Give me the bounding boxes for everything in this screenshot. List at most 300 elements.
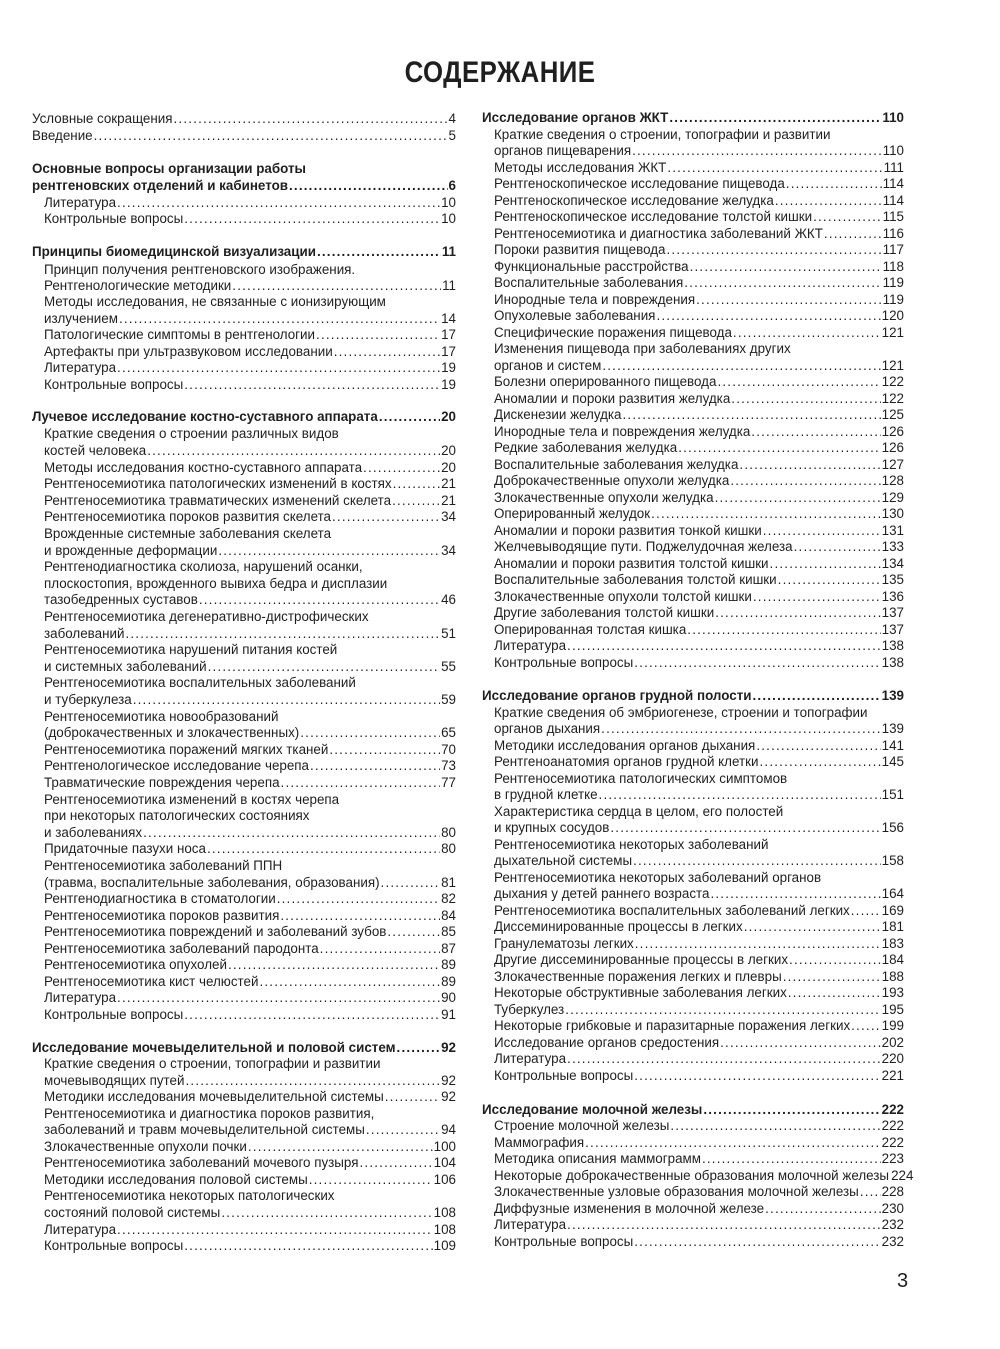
toc-entry-title: Рентгеносемиотика заболеваний пародонта [44, 941, 319, 956]
toc-page-number: 121 [881, 325, 904, 340]
toc-dot-leader [599, 787, 881, 803]
toc-page-number: 126 [881, 424, 904, 439]
toc-entry [482, 176, 904, 192]
toc-entry [482, 374, 904, 390]
toc-entry [32, 609, 456, 625]
toc-entry-title: Методика описания маммограмм [494, 1151, 701, 1166]
toc-entry-title: Рентгеносемиотика некоторых патологических [44, 1188, 335, 1203]
toc-dot-leader [710, 886, 880, 902]
toc-entry [482, 1201, 904, 1217]
toc-dot-leader [117, 195, 440, 211]
toc-page-number: 59 [441, 692, 456, 707]
toc-page-number: 151 [881, 787, 904, 802]
toc-entry-title: органов дыхания [494, 721, 601, 736]
toc-dot-leader [125, 626, 440, 642]
toc-entry-title: Аномалии и пороки развития тонкой кишки [494, 523, 762, 538]
toc-page-number: 11 [441, 244, 456, 259]
toc-dot-leader [185, 1073, 440, 1089]
toc-entry [32, 509, 456, 525]
toc-page-number: 34 [441, 543, 456, 558]
toc-page-number: 121 [881, 358, 904, 373]
toc-entry-title: Рентгеносемиотика травматических изменений скелета [44, 493, 392, 508]
page-title: СОДЕРЖАНИЕ [404, 56, 596, 89]
toc-dot-leader [94, 128, 448, 144]
toc-entry [482, 490, 904, 506]
toc-dot-leader [756, 738, 880, 754]
toc-entry [482, 523, 904, 539]
toc-dot-leader [119, 311, 440, 327]
toc-entry-title: Артефакты при ультразвуковом исследовании [44, 344, 333, 359]
toc-page-number: 181 [881, 919, 904, 934]
toc-page-number: 19 [441, 377, 456, 392]
toc-entry-title: Литература [44, 990, 117, 1005]
toc-entry-title: Злокачественные поражения легких и плевры [494, 969, 782, 984]
toc-entry [482, 341, 904, 357]
toc-entry [482, 1135, 904, 1151]
toc-entry-title: Воспалительные заболевания толстой кишки [494, 572, 777, 587]
toc-entry [32, 460, 456, 476]
toc-entry [482, 1234, 904, 1250]
toc-page-number: 183 [881, 936, 904, 951]
toc-entry [32, 941, 456, 957]
toc-dot-leader [184, 211, 440, 227]
toc-dot-leader [634, 655, 880, 671]
toc-entry-title: и системных заболеваний [44, 659, 207, 674]
toc-entry [32, 792, 456, 808]
toc-entry-title: и туберкулеза [44, 692, 132, 707]
toc-entry [32, 1222, 456, 1238]
toc-entry-title: Рентгеносемиотика изменений в костях черепа [44, 792, 340, 807]
toc-entry-title: Гранулематозы легких [494, 936, 634, 951]
toc-page-number: 92 [441, 1073, 456, 1088]
toc-dot-leader [667, 242, 882, 258]
toc-entry [482, 738, 904, 754]
toc-entry [482, 605, 904, 621]
toc-entry-title: Характеристика сердца в целом, его полостей [494, 804, 784, 819]
toc-page-number: 221 [881, 1068, 904, 1083]
toc-entry [32, 725, 456, 741]
toc-entry-title: Контрольные вопросы [44, 1238, 184, 1253]
toc-dot-leader [687, 622, 880, 638]
toc-dot-leader [381, 875, 441, 891]
toc-dot-leader [147, 443, 440, 459]
toc-entry-title: Рентгенологические методики [44, 278, 232, 293]
toc-page-number: 90 [441, 990, 456, 1005]
toc-section-heading [32, 244, 456, 260]
toc-page-number: 127 [881, 457, 904, 472]
toc-page-number: 81 [441, 875, 456, 890]
toc-entry-title: Лучевое исследование костно-суставного аппарата [32, 409, 378, 424]
toc-page-number: 125 [881, 407, 904, 422]
toc-entry-title: (доброкачественных и злокачественных) [44, 725, 300, 740]
toc-entry [32, 858, 456, 874]
toc-section-heading [482, 688, 904, 704]
toc-entry-title: Рентгеносемиотика некоторых заболеваний [494, 837, 769, 852]
toc-entry-title: Рентгеносемиотика пороков развития скелета [44, 509, 332, 524]
toc-page-number: 122 [881, 391, 904, 406]
toc-entry [32, 1073, 456, 1089]
toc-entry [482, 1002, 904, 1018]
toc-entry [32, 908, 456, 924]
toc-page-number: 19 [441, 360, 456, 375]
toc-dot-leader [602, 358, 880, 374]
toc-entry-title: Пороки развития пищевода [494, 242, 666, 257]
toc-dot-leader [751, 424, 880, 440]
toc-entry [32, 111, 456, 127]
toc-page-number: 65 [441, 725, 456, 740]
toc-entry-title: Рентгеноанатомия органов грудной клетки [494, 754, 759, 769]
toc-entry-title: Методики исследования органов дыхания [494, 738, 756, 753]
toc-entry [482, 556, 904, 572]
toc-entry [482, 1068, 904, 1084]
toc-entry-title: заболеваний [44, 626, 125, 641]
toc-dot-leader [387, 924, 440, 940]
toc-entry [482, 655, 904, 671]
toc-page-number: 10 [441, 211, 456, 226]
toc-entry-title: Рентгеносемиотика новообразований [44, 709, 279, 724]
toc-dot-leader [184, 1007, 440, 1023]
toc-entry-title: Воспалительные заболевания [494, 275, 684, 290]
toc-entry-title: Рентгеносемиотика патологических изменений в костях [44, 476, 392, 491]
toc-entry-title: Контрольные вопросы [494, 1234, 634, 1249]
toc-entry-title: Воспалительные заболевания желудка [494, 457, 739, 472]
toc-entry [482, 754, 904, 770]
toc-entry [32, 426, 456, 442]
toc-dot-leader [143, 825, 440, 841]
toc-page-number: 120 [881, 308, 904, 323]
toc-entry [482, 506, 904, 522]
toc-entry-title: Методы исследования ЖКТ [494, 160, 667, 175]
toc-page-number: 77 [441, 775, 456, 790]
toc-entry-title: Исследование мочевыделительной и половой систем [32, 1040, 396, 1055]
toc-page-number: 118 [882, 259, 904, 274]
toc-dot-leader [656, 308, 880, 324]
toc-dot-leader [635, 936, 881, 952]
toc-dot-leader [228, 957, 440, 973]
toc-page-number: 87 [441, 941, 456, 956]
toc-page-number: 133 [881, 539, 904, 554]
toc-dot-leader [567, 1051, 881, 1067]
toc-entry-title: Введение [32, 128, 93, 143]
toc-entry [32, 443, 456, 459]
toc-dot-leader [778, 572, 881, 588]
toc-dot-leader [317, 244, 441, 260]
toc-page-number: 116 [882, 226, 904, 241]
toc-dot-leader [310, 758, 440, 774]
toc-page-number: 230 [881, 1201, 904, 1216]
toc-page-number: 138 [881, 655, 904, 670]
toc-entry [482, 886, 904, 902]
toc-entry [32, 775, 456, 791]
toc-entry [482, 127, 904, 143]
toc-entry-title: рентгеновских отделений и кабинетов [32, 178, 288, 193]
toc-page-number: 89 [441, 957, 456, 972]
toc-page-number: 122 [881, 374, 904, 389]
toc-entry [482, 952, 904, 968]
toc-entry-title: Контрольные вопросы [44, 211, 184, 226]
toc-entry-title: Аномалии и пороки развития толстой кишки [494, 556, 769, 571]
toc-entry-title: Рентгеносемиотика и диагностика пороков развития, [44, 1106, 375, 1121]
toc-entry-title: Рентгеносемиотика некоторых заболеваний органов [494, 870, 822, 885]
toc-entry [32, 974, 456, 990]
toc-entry [32, 758, 456, 774]
toc-dot-leader [860, 1184, 881, 1200]
toc-page-number: 114 [882, 176, 904, 191]
toc-page-number: 169 [881, 903, 904, 918]
toc-entry [482, 1217, 904, 1233]
toc-page-number: 158 [881, 853, 904, 868]
toc-entry-title: Рентгеносемиотика заболеваний мочевого пузыря [44, 1155, 359, 1170]
toc-entry [482, 143, 904, 159]
toc-entry-title: Злокачественные узловые образования молочной железы [494, 1184, 859, 1199]
toc-page-number: 6 [448, 178, 456, 193]
toc-entry [32, 990, 456, 1006]
toc-dot-leader [379, 409, 440, 425]
toc-entry [482, 919, 904, 935]
toc-page-number: 119 [882, 275, 904, 290]
toc-entry [482, 771, 904, 787]
toc-entry-title: тазобедренных суставов [44, 592, 198, 607]
toc-dot-leader [733, 325, 881, 341]
toc-dot-leader [813, 209, 882, 225]
toc-entry-title: Строение молочной железы [494, 1118, 670, 1133]
toc-entry-title: Травматические повреждения черепа [44, 775, 280, 790]
toc-dot-leader [851, 1018, 881, 1034]
toc-entry-title: заболеваний и травм мочевыделительной системы [44, 1122, 365, 1137]
toc-page-number: 135 [881, 572, 904, 587]
toc-section-heading [32, 1040, 456, 1056]
toc-page-number: 111 [883, 160, 904, 175]
toc-page-number: 134 [881, 556, 904, 571]
toc-entry-title: Краткие сведения о строении, топографии и развитии [44, 1056, 381, 1071]
toc-entry-title: Краткие сведения о строении различных видов [44, 426, 339, 441]
toc-entry [32, 957, 456, 973]
toc-entry-title: Исследование молочной железы [482, 1102, 703, 1117]
toc-page-number: 21 [441, 493, 456, 508]
toc-entry [482, 440, 904, 456]
toc-dot-leader [783, 969, 881, 985]
toc-entry-title: Методики исследования половой системы [44, 1172, 308, 1187]
toc-entry [482, 275, 904, 291]
toc-dot-leader [366, 1122, 440, 1138]
toc-entry-title: (травма, воспалительные заболевания, образования) [44, 875, 380, 890]
toc-dot-leader [133, 692, 440, 708]
toc-section-heading [482, 110, 904, 126]
toc-entry [482, 1168, 914, 1184]
toc-entry [32, 709, 456, 725]
toc-page-number: 202 [881, 1035, 904, 1050]
toc-page-number: 119 [882, 292, 904, 307]
toc-page-number: 228 [881, 1184, 904, 1199]
toc-entry [482, 870, 904, 886]
toc-entry-title: Злокачественные опухоли толстой кишки [494, 589, 752, 604]
toc-entry-title: Исследование органов грудной полости [482, 688, 752, 703]
toc-entry [482, 242, 904, 258]
toc-entry [32, 924, 456, 940]
toc-dot-leader [174, 111, 448, 127]
toc-entry-title: Рентгеносемиотика опухолей [44, 957, 227, 972]
toc-dot-leader [634, 1068, 880, 1084]
toc-dot-leader [289, 178, 448, 194]
toc-page-number: 55 [441, 659, 456, 674]
toc-dot-leader [277, 891, 440, 907]
toc-entry [482, 308, 904, 324]
toc-page-number: 73 [441, 758, 456, 773]
toc-dot-leader [717, 374, 880, 390]
toc-entry-title: Оперированный желудок [494, 506, 651, 521]
toc-page-number: 46 [441, 592, 456, 607]
toc-entry [32, 592, 456, 608]
toc-page-number: 222 [881, 1118, 904, 1133]
toc-dot-leader [702, 1151, 881, 1167]
toc-entry-title: Функциональные расстройства [494, 259, 689, 274]
toc-entry-title: Рентгеносемиотика повреждений и заболеваний зубов [44, 924, 387, 939]
toc-page-number: 184 [881, 952, 904, 967]
toc-entry-title: Дискенезии желудка [494, 407, 622, 422]
toc-page-number: 80 [441, 825, 456, 840]
toc-page-number: 108 [433, 1222, 456, 1237]
toc-entry-title: Литература [494, 1051, 567, 1066]
toc-dot-leader [117, 360, 440, 376]
toc-entry-title: Некоторые грибковые и паразитарные поражения легких [494, 1018, 851, 1033]
toc-page-number: 232 [881, 1234, 904, 1249]
toc-page-number: 224 [891, 1168, 914, 1183]
toc-entry-title: Опухолевые заболевания [494, 308, 656, 323]
toc-dot-leader [117, 1222, 433, 1238]
toc-entry [482, 985, 904, 1001]
toc-section-heading [32, 178, 456, 194]
toc-page-number: 14 [441, 311, 456, 326]
toc-entry [32, 211, 456, 227]
toc-entry-title: Рентгенодиагностика сколиоза, нарушений осанки, [44, 559, 363, 574]
toc-entry-title: Другие заболевания толстой кишки [494, 605, 715, 620]
toc-entry [32, 659, 456, 675]
toc-entry [482, 820, 904, 836]
toc-entry-title: Диффузные изменения в молочной железе [494, 1201, 765, 1216]
toc-entry [482, 705, 904, 721]
toc-entry-title: Изменения пищевода при заболеваниях других [494, 341, 791, 356]
toc-dot-leader [651, 506, 881, 522]
toc-page-number: 89 [441, 974, 456, 989]
toc-entry-title: Болезни оперированного пищевода [494, 374, 717, 389]
toc-entry [482, 424, 904, 440]
toc-entry-title: органов пищеварения [494, 143, 632, 158]
toc-entry-title: Рентгеносемиотика воспалительных заболеваний [44, 675, 356, 690]
toc-page-number: 70 [441, 742, 456, 757]
toc-dot-leader [739, 457, 880, 473]
toc-entry-title: Краткие сведения о строении, топографии и развитии [494, 127, 831, 142]
toc-entry [482, 358, 904, 374]
toc-page-number: 220 [881, 1051, 904, 1066]
toc-dot-leader [753, 589, 881, 605]
toc-entry [32, 1106, 456, 1122]
toc-dot-leader [753, 688, 881, 704]
toc-page-number: 114 [882, 193, 904, 208]
toc-entry [32, 294, 456, 310]
toc-dot-leader [280, 908, 440, 924]
toc-page-number: 128 [881, 473, 904, 488]
toc-entry-title: при некоторых патологических состояниях [44, 808, 310, 823]
toc-page-number: 117 [882, 242, 904, 257]
toc-entry-title: дыхания у детей раннего возраста [494, 886, 710, 901]
toc-entry-title: Рентгеноскопическое исследование пищевода [494, 176, 785, 191]
toc-entry-title: Рентгеносемиотика и диагностика заболеваний ЖКТ [494, 226, 823, 241]
toc-page-number: 188 [881, 969, 904, 984]
toc-section-heading [32, 409, 456, 425]
toc-page-number: 138 [881, 638, 904, 653]
toc-entry-title: плоскостопия, врожденного вывиха бедра и дисплазии [44, 576, 388, 591]
toc-page-number: 222 [881, 1135, 904, 1150]
toc-entry-title: Доброкачественные опухоли желудка [494, 473, 730, 488]
toc-entry [32, 327, 456, 343]
toc-entry-title: Туберкулез [494, 1002, 565, 1017]
toc-entry [32, 742, 456, 758]
toc-entry-title: Методы исследования, не связанные с ионизирующим [44, 294, 386, 309]
toc-entry-title: Литература [494, 1217, 567, 1232]
toc-entry [32, 1139, 456, 1155]
toc-entry-title: и врожденные деформации [44, 543, 218, 558]
toc-page-number: 34 [441, 509, 456, 524]
toc-dot-leader [218, 543, 440, 559]
toc-page-number: 84 [441, 908, 456, 923]
toc-entry-title: дыхательной системы [494, 853, 633, 868]
toc-page-number: 100 [433, 1139, 456, 1154]
toc-dot-leader [300, 725, 440, 741]
toc-entry-title: Врожденные системные заболевания скелета [44, 526, 332, 541]
toc-dot-leader [824, 226, 882, 242]
toc-page-number: 131 [881, 523, 904, 538]
toc-entry-title: и заболеваниях [44, 825, 143, 840]
toc-page-number: 232 [881, 1217, 904, 1232]
toc-entry [482, 969, 904, 985]
toc-dot-leader [207, 841, 440, 857]
toc-entry-title: Принципы биомедицинской визуализации [32, 244, 316, 259]
toc-entry [32, 195, 456, 211]
toc-dot-leader [623, 407, 881, 423]
toc-entry [482, 837, 904, 853]
toc-entry [32, 377, 456, 393]
toc-entry [482, 259, 904, 275]
toc-entry-title: Другие диссеминированные процессы в легких [494, 952, 789, 967]
toc-entry-title: Рентгеносемиотика воспалительных заболеваний легких [494, 903, 850, 918]
toc-dot-leader [770, 556, 881, 572]
toc-entry [32, 1205, 456, 1221]
toc-page-number: 20 [441, 460, 456, 475]
toc-dot-leader [667, 160, 882, 176]
toc-entry [482, 160, 904, 176]
toc-entry [32, 675, 456, 691]
toc-entry [482, 1051, 904, 1067]
toc-entry [32, 841, 456, 857]
toc-entry [32, 825, 456, 841]
toc-dot-leader [788, 985, 881, 1001]
toc-entry-title: Контрольные вопросы [44, 377, 184, 392]
toc-dot-leader [632, 143, 882, 159]
toc-entry [32, 642, 456, 658]
toc-entry [32, 526, 456, 542]
toc-page-number: 137 [881, 605, 904, 620]
toc-entry [482, 936, 904, 952]
toc-page-number: 92 [441, 1089, 456, 1104]
toc-dot-leader [385, 1089, 440, 1105]
toc-page-number: 11 [442, 278, 456, 293]
toc-dot-leader [730, 473, 880, 489]
toc-dot-leader [363, 460, 440, 476]
toc-entry [32, 493, 456, 509]
toc-entry-title: Рентгеносемиотика пороков развития [44, 908, 280, 923]
toc-dot-leader [199, 592, 440, 608]
toc-page-number: 94 [441, 1122, 456, 1137]
